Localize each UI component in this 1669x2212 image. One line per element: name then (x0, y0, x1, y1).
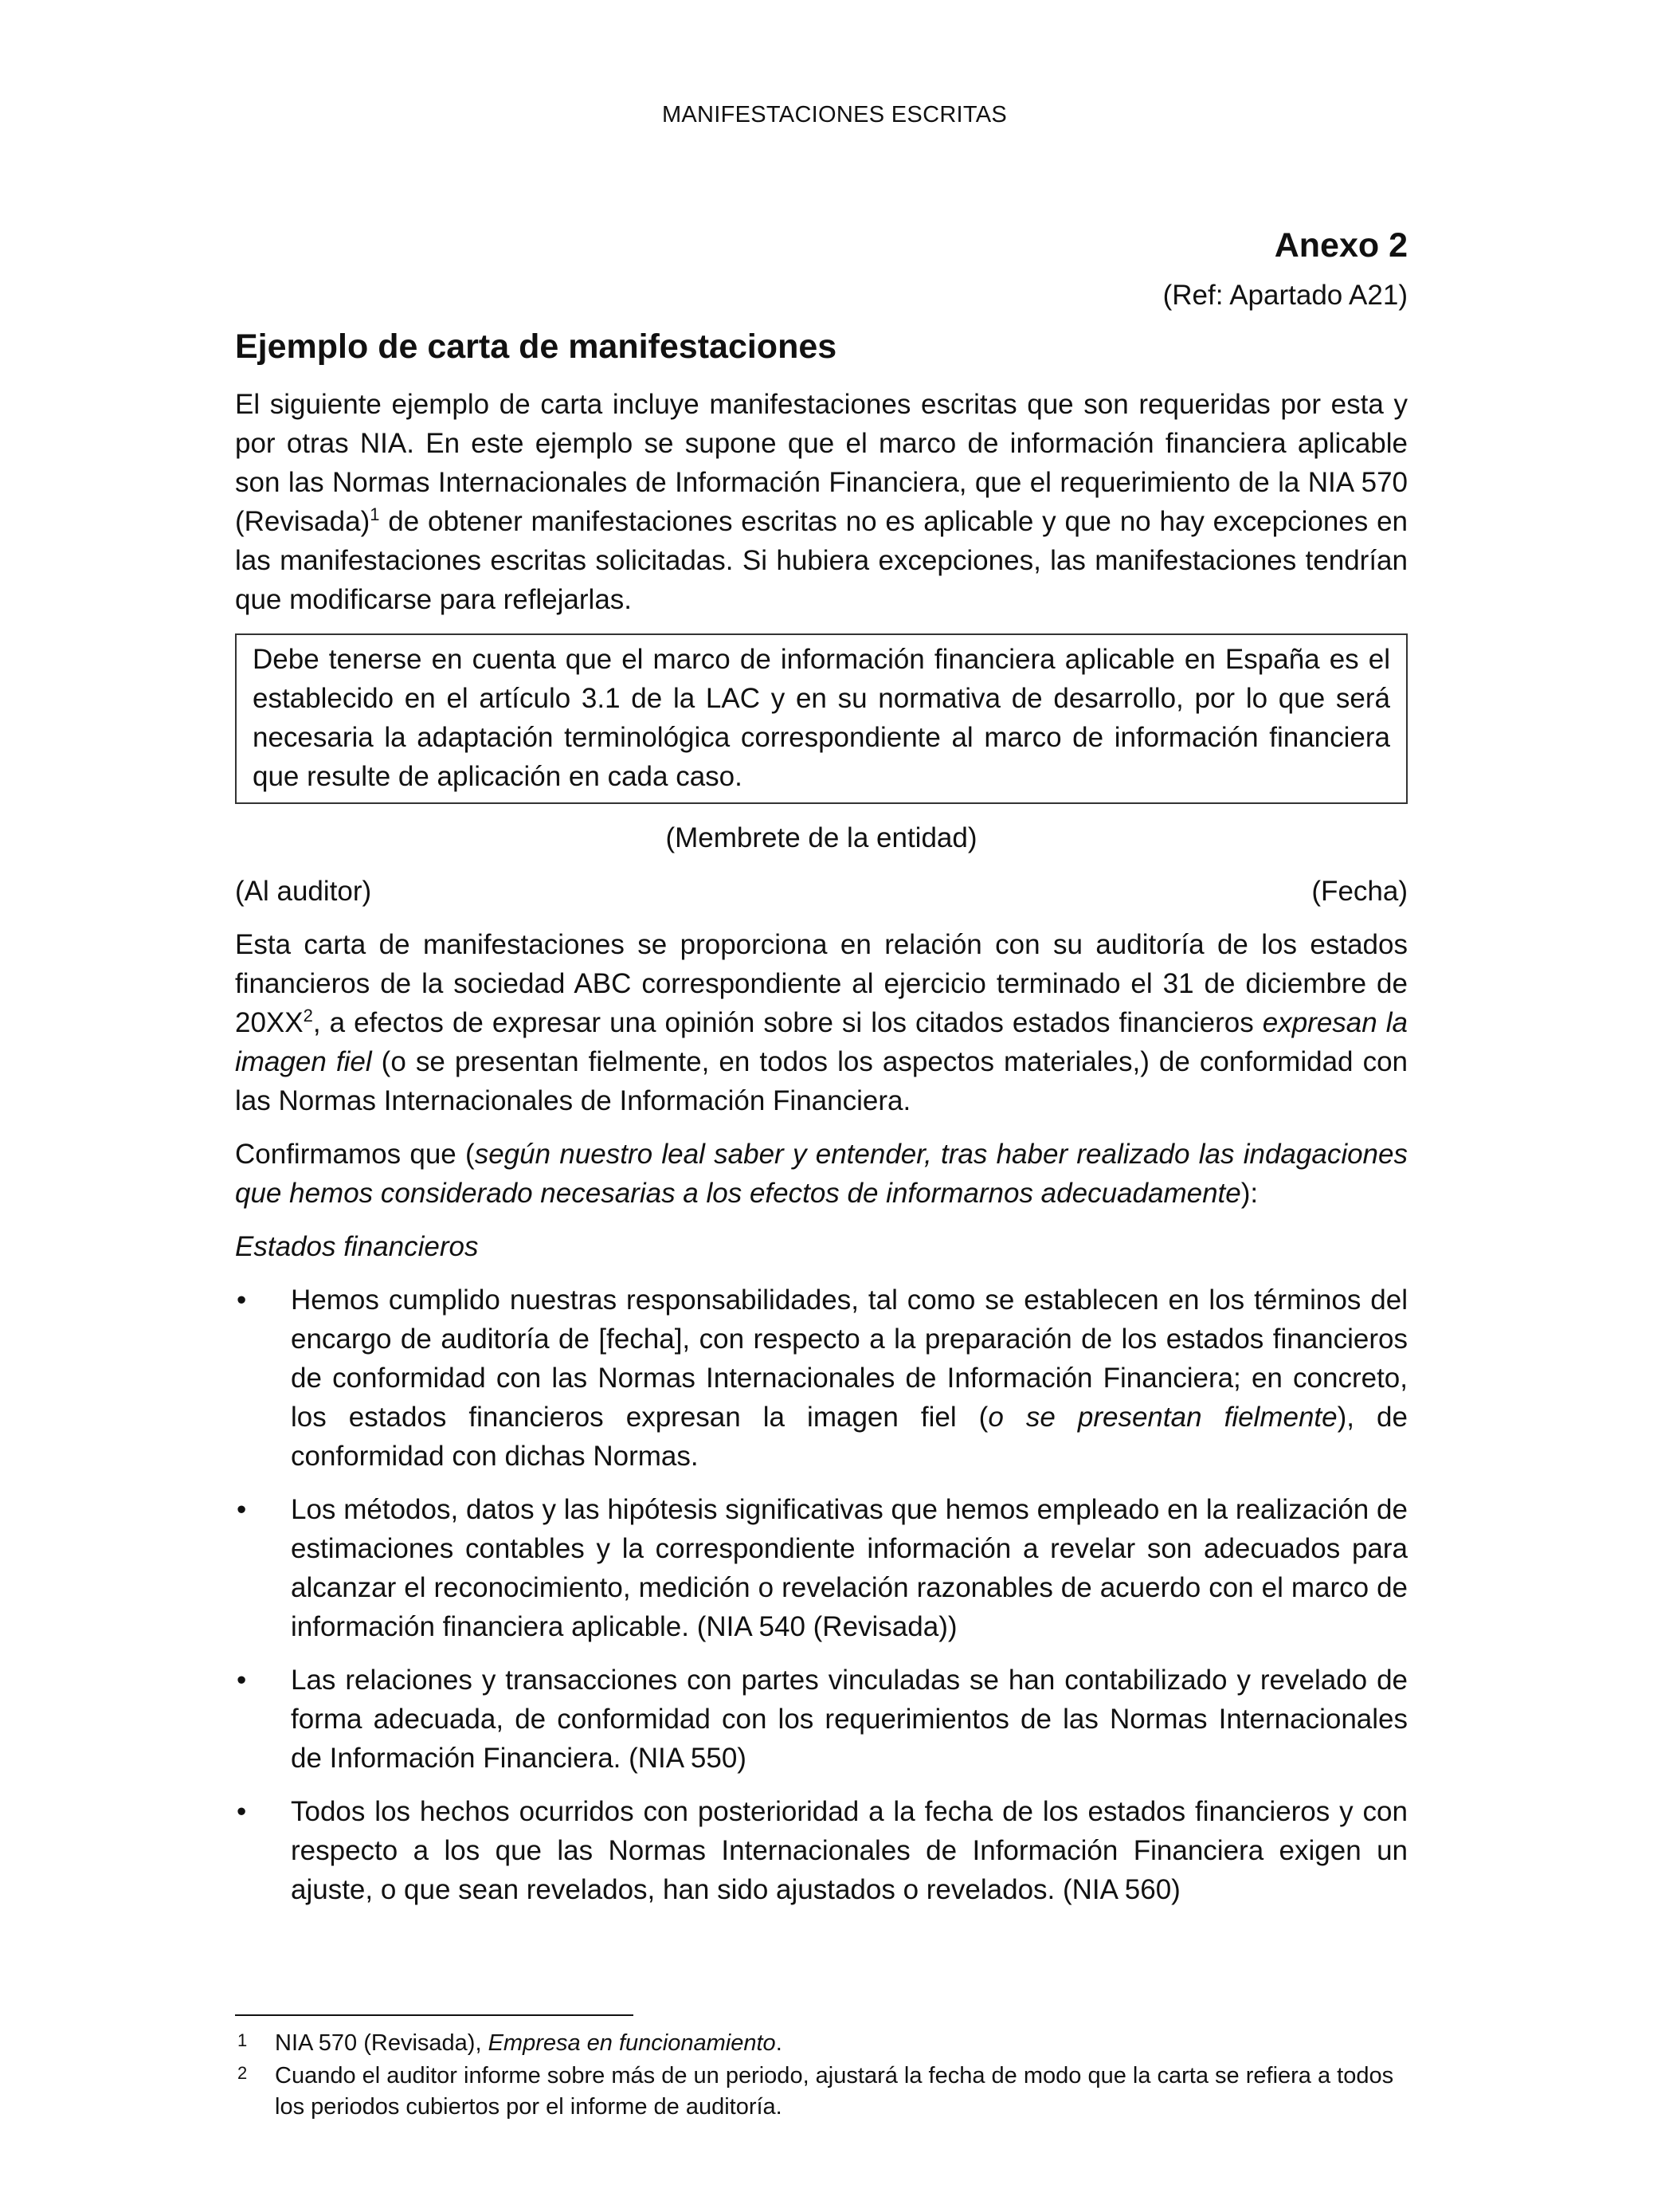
letterhead-placeholder: (Membrete de la entidad) (665, 822, 978, 853)
bullet-icon: • (237, 1665, 247, 1696)
bullet-1-italic: o se presentan fielmente (988, 1402, 1338, 1433)
confirm-lead: Confirmamos que ( (235, 1139, 475, 1170)
bullet-3-text: Las relaciones y transacciones con partes vinculadas se han contabilizado y revelado de forma adecuada, de conformidad con los requerimientos de las Normas Internacionales de Información Financiera. (NIA 550) (291, 1665, 1408, 1774)
footnote-1-text: NIA 570 (Revisada), (275, 2030, 488, 2056)
confirmation-paragraph (235, 1135, 1408, 1213)
bullet-2-text: Los métodos, datos y las hipótesis significativas que hemos empleado en la realización de estimaciones contables y la correspondiente información a revelar son adecuados para alcanzar el reconocimiento, medición o revelación razonables de acuerdo con el marco de información financiera aplicable. (NIA 540 (Revisada)) (291, 1494, 1408, 1642)
footnotes (235, 2028, 1408, 2123)
footnote-2 (235, 2061, 1408, 2123)
letter-text-b: , a efectos de expresar una opinión sobre si los citados estados financieros (312, 1007, 1263, 1038)
list-item (235, 1490, 1408, 1646)
confirm-tail: ): (1240, 1178, 1259, 1209)
footnote-2-text: Cuando el auditor informe sobre más de un periodo, ajustará la fecha de modo que la carta se refiera a todos los periodos cubiertos por el informe de auditoría. (275, 2063, 1394, 2120)
addressee-date-row (235, 872, 1408, 911)
bullet-4-text: Todos los hechos ocurridos con posterioridad a la fecha de los estados financieros y con respecto a los que las Normas Internacionales de Información Financiera exigen un ajuste, o que sean revelados, han sido ajustados o revelados. (NIA 560) (291, 1796, 1408, 1905)
letter-text-a: Esta carta de manifestaciones se proporciona en relación con su auditoría de los estados financieros de la sociedad ABC correspondiente al ejercicio terminado el 31 de diciembre de 20XX (235, 929, 1408, 1038)
list-item (235, 1792, 1408, 1909)
list-item (235, 1661, 1408, 1778)
addressee-placeholder: (Al auditor) (235, 876, 372, 907)
running-header: MANIFESTACIONES ESCRITAS (661, 102, 1008, 127)
letter-text-c: (o se presentan fielmente, en todos los aspectos materiales,) de conformidad con las Normas Internacionales de Información Financiera. (235, 1046, 1408, 1116)
section-title: Ejemplo de carta de manifestaciones (235, 327, 837, 366)
list-item (235, 1281, 1408, 1476)
intro-text-a: El siguiente ejemplo de carta incluye manifestaciones escritas que son requeridas por esta y por otras NIA. En este ejemplo se supone que el marco de información financiera aplicable son las Normas Internacionales de Información Financiera, que el requerimiento de la NIA 570 (Revisada) (235, 389, 1408, 537)
date-placeholder: (Fecha) (1311, 876, 1408, 907)
bullet-icon: • (237, 1284, 247, 1316)
financial-statements-heading: Estados financieros (235, 1231, 479, 1262)
bullet-icon: • (237, 1494, 247, 1525)
footnote-ref-2[interactable]: 2 (303, 1006, 313, 1026)
letter-paragraph (235, 925, 1408, 1120)
annex-label: Anexo 2 (1274, 226, 1408, 265)
footnote-divider (235, 2014, 633, 2016)
spain-note-box: Debe tenerse en cuenta que el marco de información financiera aplicable en España es el establecido en el artículo 3.1 de la LAC y en su normativa de desarrollo, por lo que será necesaria la adaptación terminológica correspondiente al marco de información financiera que resulte de aplicación en cada caso. (235, 633, 1408, 804)
footnote-1 (235, 2028, 1408, 2059)
document-body (235, 223, 1408, 1924)
confirm-italic: según nuestro leal saber y entender, tras haber realizado las indagaciones que hemos considerado necesarias a los efectos de informarnos adecuadamente (235, 1139, 1408, 1209)
bullet-icon: • (237, 1796, 247, 1827)
footnote-1-italic: Empresa en funcionamiento (488, 2030, 776, 2056)
representations-list (235, 1281, 1408, 1909)
bullet-1-text-b: ), de conformidad con dichas Normas. (291, 1402, 1408, 1472)
footnote-1-tail: . (775, 2030, 782, 2056)
footnote-2-number: 2 (237, 2063, 248, 2083)
bullet-1-text-a: Hemos cumplido nuestras responsabilidades, tal como se establecen en los términos del encargo de auditoría de [fecha], con respecto a la preparación de los estados financieros de conformidad con las Normas Internacionales de Información Financiera; en concreto, los estados financieros expresan la imagen fiel ( (291, 1284, 1408, 1433)
intro-paragraph (235, 385, 1408, 619)
letter-italic: expresan la imagen fiel (235, 1007, 1408, 1077)
footnote-1-number: 1 (237, 2030, 248, 2050)
annex-reference: (Ref: Apartado A21) (1162, 280, 1408, 311)
intro-text-b: de obtener manifestaciones escritas no es aplicable y que no hay excepciones en las manifestaciones escritas solicitadas. Si hubiera excepciones, las manifestaciones tendrían que modificarse para reflejarlas. (235, 506, 1408, 615)
footnote-ref-1[interactable]: 1 (370, 504, 380, 524)
